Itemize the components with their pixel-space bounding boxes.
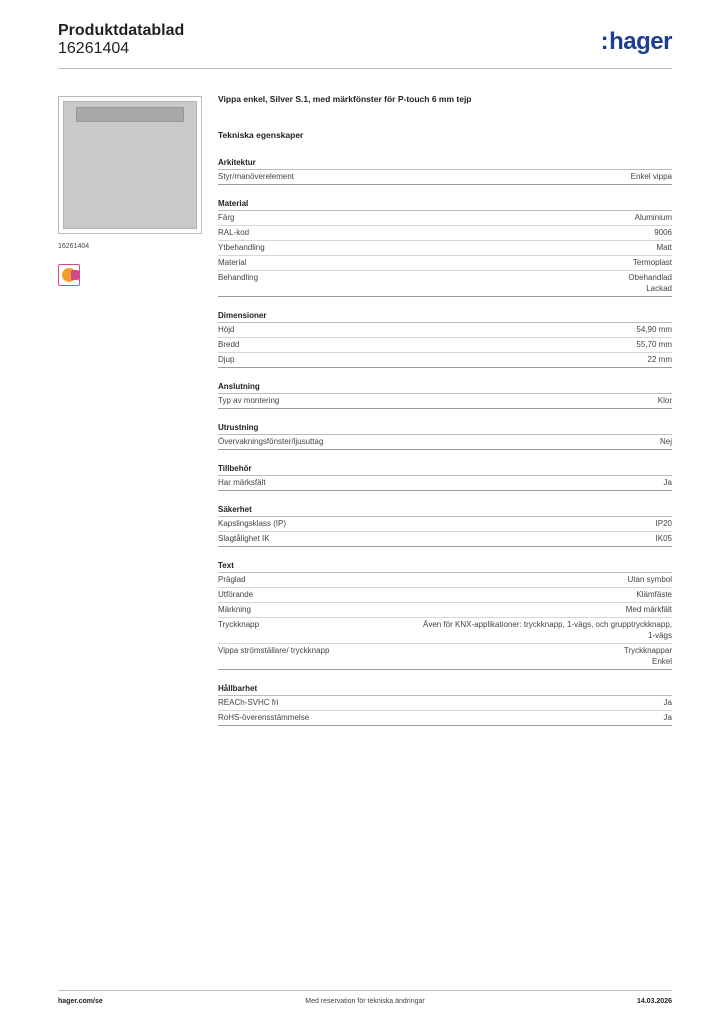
- footer-website-link[interactable]: hager.com/se: [58, 998, 103, 1005]
- section-title: Tillbehör: [218, 463, 672, 476]
- main-content: [218, 94, 672, 726]
- property-row: [218, 644, 672, 670]
- property-label: Höjd: [218, 325, 235, 334]
- property-label: Ytbehandling: [218, 243, 265, 252]
- property-label: RoHS-överensstämmelse: [218, 713, 310, 722]
- property-row: [218, 211, 672, 226]
- header-divider: [58, 68, 672, 69]
- certification-icon: [58, 264, 80, 286]
- property-label: Styr/manöverelement: [218, 172, 295, 181]
- property-label: REACh-SVHC fri: [218, 698, 279, 707]
- property-value: Ja: [663, 698, 672, 707]
- footer-divider: [58, 990, 672, 991]
- section-title: Utrustning: [218, 422, 672, 435]
- property-label: Behandling: [218, 273, 259, 282]
- section-title: Dimensioner: [218, 310, 672, 323]
- property-row: [218, 323, 672, 338]
- property-value: 55,70 mm: [636, 340, 672, 349]
- property-value: Enkel vippa: [630, 172, 672, 181]
- property-value: Klämfäste: [636, 590, 672, 599]
- property-label: Har märksfält: [218, 478, 266, 487]
- property-section: [218, 504, 672, 547]
- property-label: Djup: [218, 355, 235, 364]
- page-header: [58, 22, 672, 68]
- property-label: Typ av montering: [218, 396, 280, 405]
- property-row: [218, 696, 672, 711]
- property-row: [218, 573, 672, 588]
- property-label: RAL-kod: [218, 228, 250, 237]
- property-value: Klor: [657, 396, 672, 405]
- property-value: Termoplast: [632, 258, 672, 267]
- property-section: [218, 560, 672, 670]
- property-section: [218, 683, 672, 726]
- property-row: [218, 353, 672, 368]
- property-value: Aluminium: [634, 213, 672, 222]
- property-row: [218, 226, 672, 241]
- property-value: Tryckknappar Enkel: [623, 646, 672, 666]
- property-row: [218, 588, 672, 603]
- property-section: [218, 422, 672, 450]
- property-value: Även för KNX-applikationer: tryckknapp, 1-vägs, och grupptryckknapp, 1-vägs: [422, 620, 672, 640]
- property-row: [218, 618, 672, 644]
- property-row: [218, 532, 672, 547]
- rocker-plate: [63, 101, 197, 229]
- property-value: Utan symbol: [627, 575, 672, 584]
- properties-list: [218, 157, 672, 726]
- property-row: [218, 517, 672, 532]
- property-label: Material: [218, 258, 247, 267]
- property-label: Slagtålighet IK: [218, 534, 270, 543]
- property-label: Vippa strömställare/ tryckknapp: [218, 646, 330, 655]
- product-image: [58, 96, 202, 234]
- property-section: [218, 157, 672, 185]
- logo-text: hager: [609, 28, 672, 55]
- property-label: Utförande: [218, 590, 254, 599]
- property-value: Ja: [663, 713, 672, 722]
- property-value: Obehandlad Lackad: [628, 273, 672, 293]
- property-section: [218, 198, 672, 297]
- section-title: Arkitektur: [218, 157, 672, 170]
- property-label: Präglad: [218, 575, 246, 584]
- property-row: [218, 603, 672, 618]
- property-label: Övervakningsfönster/ljusuttag: [218, 437, 324, 446]
- property-row: [218, 256, 672, 271]
- property-row: [218, 435, 672, 450]
- logo-mark: :: [600, 28, 609, 55]
- property-section: [218, 463, 672, 491]
- footer-date: 14.03.2026: [636, 998, 672, 1005]
- property-value: Matt: [656, 243, 672, 252]
- property-label: Tryckknapp: [218, 620, 260, 629]
- property-row: [218, 170, 672, 185]
- section-title: Text: [218, 560, 672, 573]
- section-title: Säkerhet: [218, 504, 672, 517]
- section-title: Anslutning: [218, 381, 672, 394]
- image-caption: 16261404: [58, 243, 90, 250]
- property-value: IP20: [655, 519, 672, 528]
- property-value: 54,90 mm: [636, 325, 672, 334]
- section-title: Hållbarhet: [218, 683, 672, 696]
- technical-properties-title: Tekniska egenskaper: [218, 130, 304, 140]
- property-section: [218, 310, 672, 368]
- property-row: [218, 476, 672, 491]
- property-value: Ja: [663, 478, 672, 487]
- property-value: Nej: [659, 437, 672, 446]
- property-value: Med märkfält: [625, 605, 672, 614]
- product-name: Vippa enkel, Silver S.1, med märkfönster för P-touch 6 mm tejp: [218, 94, 472, 104]
- property-row: [218, 394, 672, 409]
- property-label: Märkning: [218, 605, 251, 614]
- property-row: [218, 271, 672, 297]
- property-section: [218, 381, 672, 409]
- property-value: 22 mm: [647, 355, 672, 364]
- document-number: 16261404: [58, 40, 130, 57]
- property-row: [218, 338, 672, 353]
- hager-logo[interactable]: [601, 28, 672, 56]
- footer-disclaimer: Med reservation för tekniska ändringar: [305, 998, 425, 1005]
- property-label: Färg: [218, 213, 235, 222]
- property-row: [218, 711, 672, 726]
- section-title: Material: [218, 198, 672, 211]
- property-value: IK05: [655, 534, 672, 543]
- property-label: Bredd: [218, 340, 240, 349]
- property-row: [218, 241, 672, 256]
- label-window: [76, 107, 184, 122]
- property-value: 9006: [654, 228, 672, 237]
- property-label: Kapslingsklass (IP): [218, 519, 287, 528]
- page-title: Produktdatablad: [58, 22, 185, 39]
